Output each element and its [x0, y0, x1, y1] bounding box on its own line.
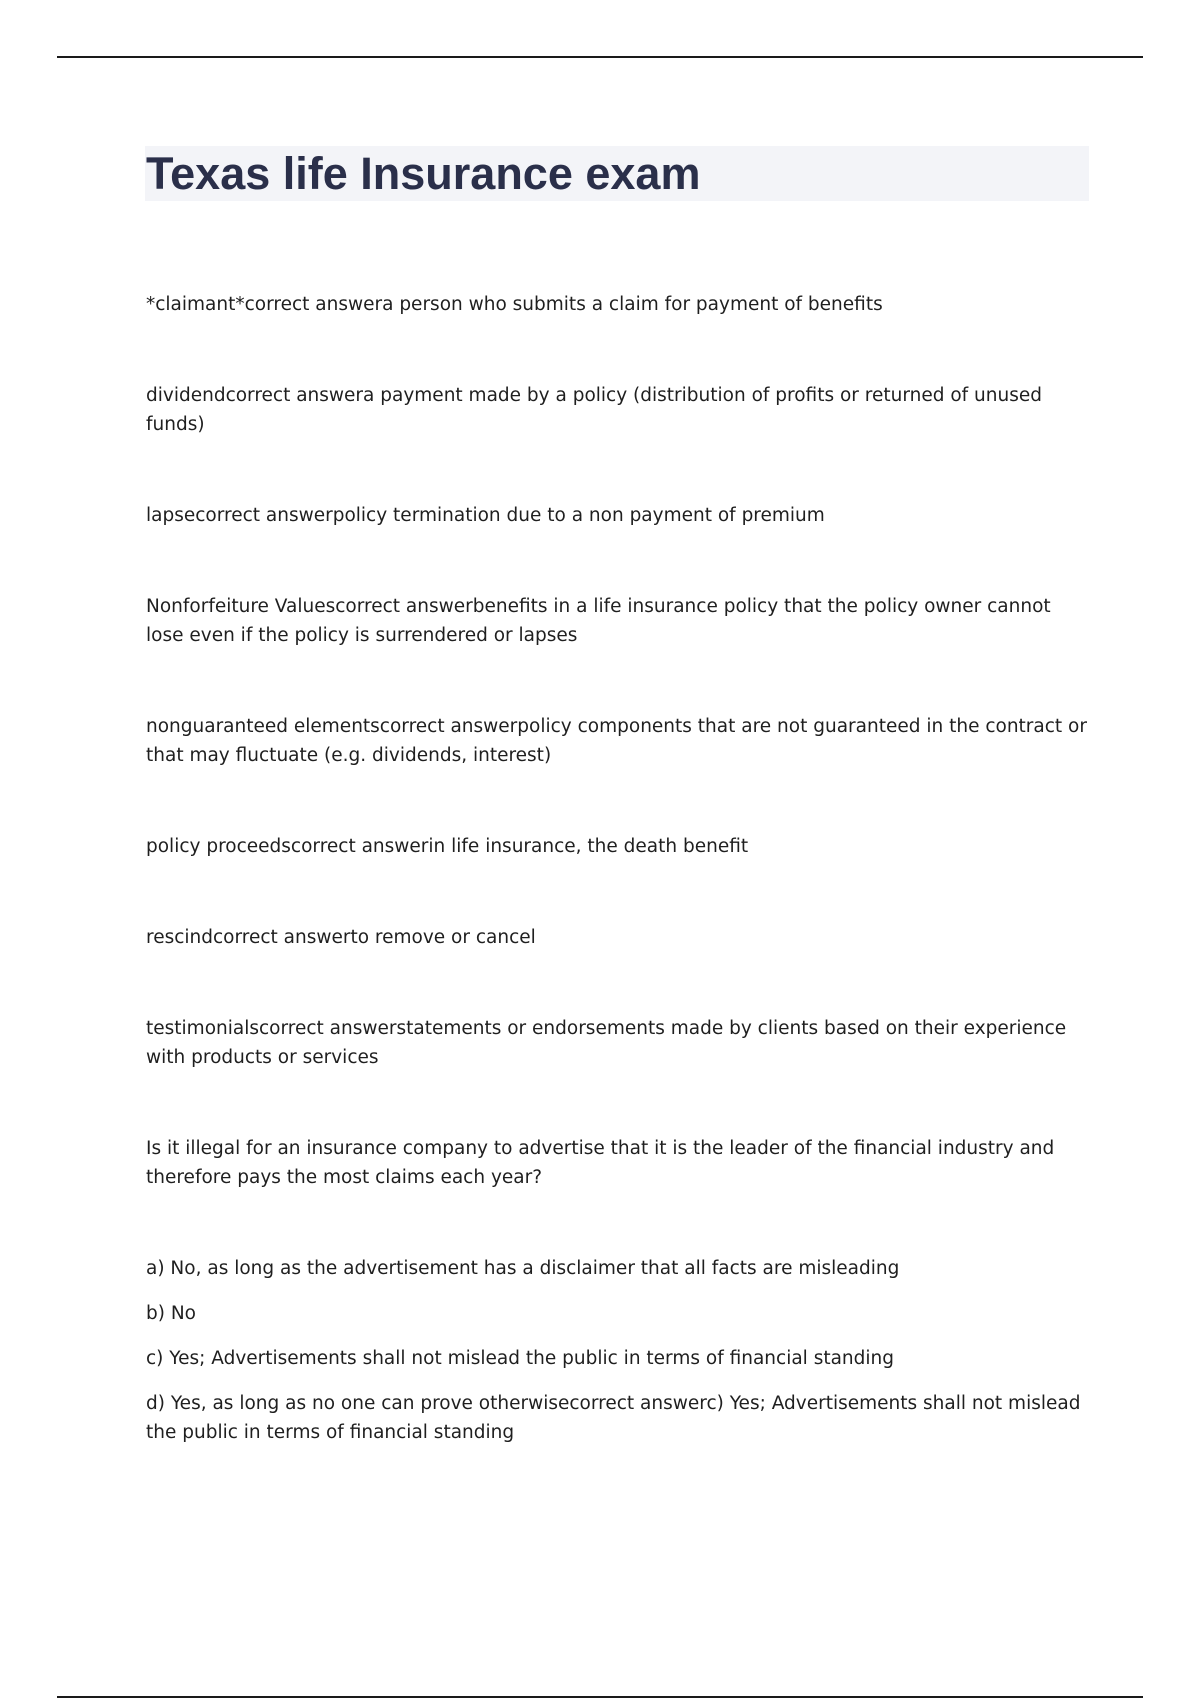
definition-entry: *claimant*correct answera person who submits a claim for payment of benefits [146, 294, 883, 315]
definition-entry: testimonialscorrect answerstatements or endorsements made by clients based on their experience with products or services [146, 1018, 1067, 1068]
definition-entry: Nonforfeiture Valuescorrect answerbenefits in a life insurance policy that the policy owner cannot lose even if the policy is surrendered or lapses [146, 596, 1051, 646]
definition-entry: nonguaranteed elementscorrect answerpolicy components that are not guaranteed in the contract or that may fluctuate (e.g. dividends, interest) [146, 716, 1087, 766]
exam-question: Is it illegal for an insurance company to advertise that it is the leader of the financial industry and therefore pays the most claims each year? [146, 1138, 1055, 1188]
document-body [146, 290, 1091, 1463]
bottom-rule [57, 1696, 1143, 1698]
definition-entry: dividendcorrect answera payment made by a policy (distribution of profits or returned of unused funds) [146, 385, 1042, 435]
answer-option-a: a) No, as long as the advertisement has a disclaimer that all facts are misleading [146, 1258, 900, 1279]
top-rule [57, 56, 1143, 58]
answer-option-d: d) Yes, as long as no one can prove otherwisecorrect answerc) Yes; Advertisements shall not mislead the public in terms of financial standing [146, 1393, 1081, 1443]
answer-option-c: c) Yes; Advertisements shall not mislead the public in terms of financial standing [146, 1348, 895, 1369]
definition-entry: rescindcorrect answerto remove or cancel [146, 927, 536, 948]
definition-entry: policy proceedscorrect answerin life insurance, the death benefit [146, 836, 749, 857]
page-title: Texas life Insurance exam [146, 148, 701, 199]
answer-options [146, 1254, 1091, 1447]
answer-option-b: b) No [146, 1303, 196, 1324]
definition-entry: lapsecorrect answerpolicy termination due to a non payment of premium [146, 505, 825, 526]
